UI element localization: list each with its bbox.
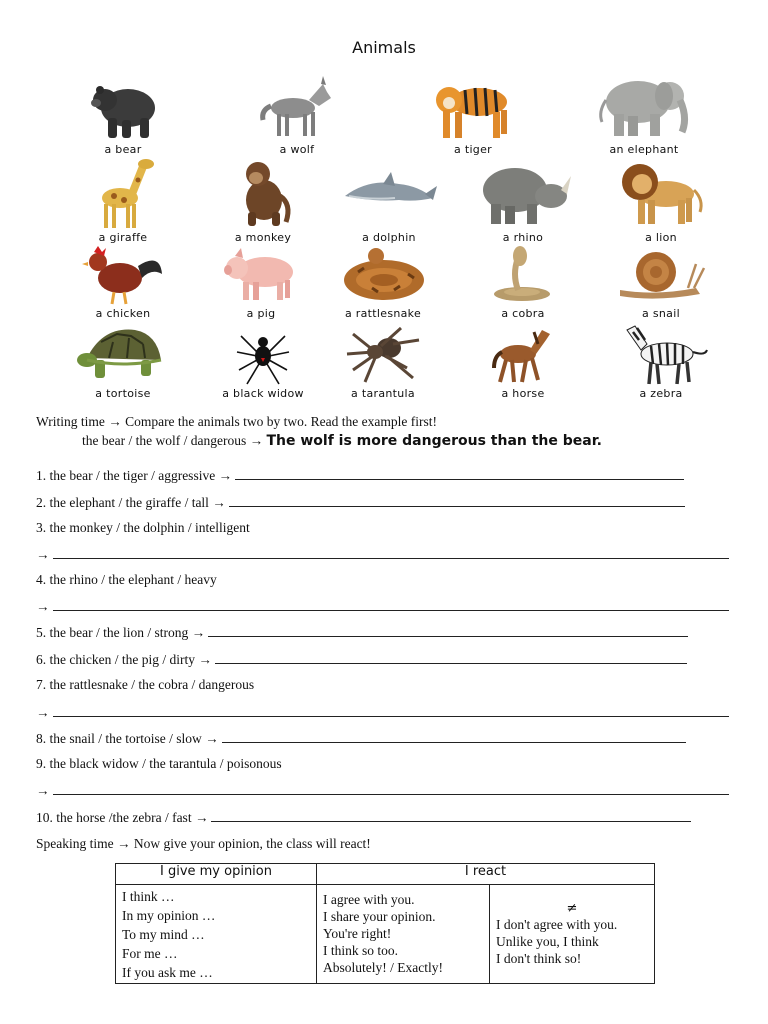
animal-card-zebra <box>586 322 736 400</box>
monkey-icon <box>228 156 298 230</box>
agree-phrase: You're right! <box>323 926 392 941</box>
animal-card-tortoise <box>48 322 198 400</box>
answer-line[interactable] <box>235 467 684 480</box>
animal-label: a cobra <box>501 307 545 320</box>
answer-line[interactable] <box>211 809 691 822</box>
rhino-icon <box>473 156 573 230</box>
opinion-header: I give my opinion <box>116 864 317 885</box>
animal-label: a monkey <box>234 231 292 244</box>
exercise-prompt: 7. the rattlesnake / the cobra / dangerous <box>36 677 255 692</box>
exercise-7-answer <box>36 704 729 721</box>
arrow: → <box>36 547 50 562</box>
animal-label: a tiger <box>454 143 492 156</box>
snail-icon <box>616 244 706 306</box>
answer-line[interactable] <box>208 624 688 637</box>
exercise-4 <box>36 572 217 588</box>
exercise-8 <box>36 730 686 747</box>
exercise-9 <box>36 756 282 772</box>
arrow: → <box>36 783 50 798</box>
animal-label: a tarantula <box>351 387 415 400</box>
exercise-3 <box>36 520 250 536</box>
animal-label: a snail <box>642 307 680 320</box>
exercise-prompt: 1. the bear / the tiger / aggressive → <box>36 468 233 483</box>
animal-card-cobra <box>448 244 598 320</box>
exercise-prompt: 4. the rhino / the elephant / heavy <box>36 572 217 587</box>
animal-card-chicken <box>48 244 198 320</box>
exercise-prompt: 10. the horse /the zebra / fast → <box>36 810 209 825</box>
agree-phrase: I share your opinion. <box>323 909 436 924</box>
animal-card-rhino <box>448 156 598 244</box>
opinion-phrase: If you ask me … <box>122 965 213 980</box>
example-answer: The wolf is more dangerous than the bear. <box>266 433 602 449</box>
exercise-2 <box>36 494 685 511</box>
disagree-phrase: I don't think so! <box>496 951 582 966</box>
exercise-prompt: 9. the black widow / the tarantula / poisonous <box>36 756 282 771</box>
answer-line[interactable] <box>229 494 685 507</box>
animal-label: a black widow <box>222 387 304 400</box>
exercise-prompt: 8. the snail / the tortoise / slow → <box>36 731 219 746</box>
opinion-phrase: To my mind … <box>122 927 205 942</box>
animal-card-wolf <box>222 70 372 156</box>
exercise-prompt: 6. the chicken / the pig / dirty → <box>36 652 212 667</box>
arrow: → <box>36 599 50 614</box>
answer-line[interactable] <box>53 782 729 795</box>
exercise-prompt: 2. the elephant / the giraffe / tall → <box>36 495 226 510</box>
elephant-icon <box>594 70 694 142</box>
pig-icon <box>221 244 301 306</box>
animal-label: a rhino <box>502 231 544 244</box>
lion-icon <box>616 156 706 230</box>
exercise-3-answer <box>36 546 729 563</box>
animal-card-dolphin <box>314 156 464 244</box>
animal-label: a horse <box>501 387 545 400</box>
chicken-icon <box>78 244 168 306</box>
agree-phrase: I agree with you. <box>323 892 415 907</box>
giraffe-icon <box>88 156 158 230</box>
tarantula-icon <box>343 322 423 386</box>
exercise-5 <box>36 624 688 641</box>
opinion-table <box>115 863 655 984</box>
tiger-icon <box>431 70 515 142</box>
cobra-icon <box>488 244 558 306</box>
exercise-6 <box>36 651 687 668</box>
react-header: I react <box>317 864 655 885</box>
opinion-phrase: For me … <box>122 946 178 961</box>
dolphin-icon <box>339 156 439 230</box>
exercise-1 <box>36 467 684 484</box>
agree-phrase: I think so too. <box>323 943 399 958</box>
answer-line[interactable] <box>222 730 686 743</box>
animal-card-bear <box>48 70 198 156</box>
agree-cell <box>317 885 490 984</box>
exercise-9-answer <box>36 782 729 799</box>
animal-card-lion <box>586 156 736 244</box>
wolf-icon <box>257 70 337 142</box>
disagree-phrase: I don't agree with you. <box>496 917 618 932</box>
example-prompt: the bear / the wolf / dangerous → <box>82 433 264 448</box>
animal-card-elephant <box>569 70 719 156</box>
animal-card-giraffe <box>48 156 198 244</box>
speaking-instruction: Speaking time → Now give your opinion, the class will react! <box>36 836 371 851</box>
animal-label: a lion <box>645 231 677 244</box>
animal-label: a wolf <box>279 143 315 156</box>
animal-label: a rattlesnake <box>344 307 422 320</box>
animal-label: a tortoise <box>95 387 151 400</box>
answer-line[interactable] <box>53 546 729 559</box>
animal-label: a dolphin <box>362 231 416 244</box>
black-widow-icon <box>233 322 293 386</box>
exercise-prompt: 5. the bear / the lion / strong → <box>36 625 206 640</box>
animal-label: an elephant <box>609 143 679 156</box>
animal-label: a zebra <box>639 387 683 400</box>
page-title: Animals <box>352 38 416 57</box>
opinion-phrase: In my opinion … <box>122 908 216 923</box>
answer-line[interactable] <box>53 704 729 717</box>
exercise-7 <box>36 677 254 693</box>
answer-line[interactable] <box>53 598 729 611</box>
animal-label: a chicken <box>95 307 151 320</box>
animal-card-horse <box>448 322 598 400</box>
zebra-icon <box>611 322 711 386</box>
exercise-4-answer <box>36 598 729 615</box>
writing-instruction: Writing time → Compare the animals two by two. Read the example first! <box>36 414 437 429</box>
bear-icon <box>88 70 158 142</box>
answer-line[interactable] <box>215 651 687 664</box>
arrow: → <box>36 705 50 720</box>
animal-label: a bear <box>104 143 142 156</box>
tortoise-icon <box>73 322 173 386</box>
animal-label: a pig <box>246 307 276 320</box>
animal-label: a giraffe <box>98 231 148 244</box>
animal-card-tarantula <box>308 322 458 400</box>
agree-phrase: Absolutely! / Exactly! <box>323 960 443 975</box>
rattlesnake-icon <box>338 244 428 306</box>
horse-icon <box>488 322 558 386</box>
exercise-10 <box>36 809 691 826</box>
opinion-cell <box>116 885 317 984</box>
animal-card-snail <box>586 244 736 320</box>
not-equal-symbol: ≠ <box>566 901 578 916</box>
exercise-prompt: 3. the monkey / the dolphin / intelligent <box>36 520 250 535</box>
disagree-phrase: Unlike you, I think <box>496 934 599 949</box>
example-line <box>82 433 602 449</box>
disagree-cell <box>490 885 655 984</box>
animal-card-rattlesnake <box>308 244 458 320</box>
animal-card-tiger <box>398 70 548 156</box>
opinion-phrase: I think … <box>122 889 175 904</box>
